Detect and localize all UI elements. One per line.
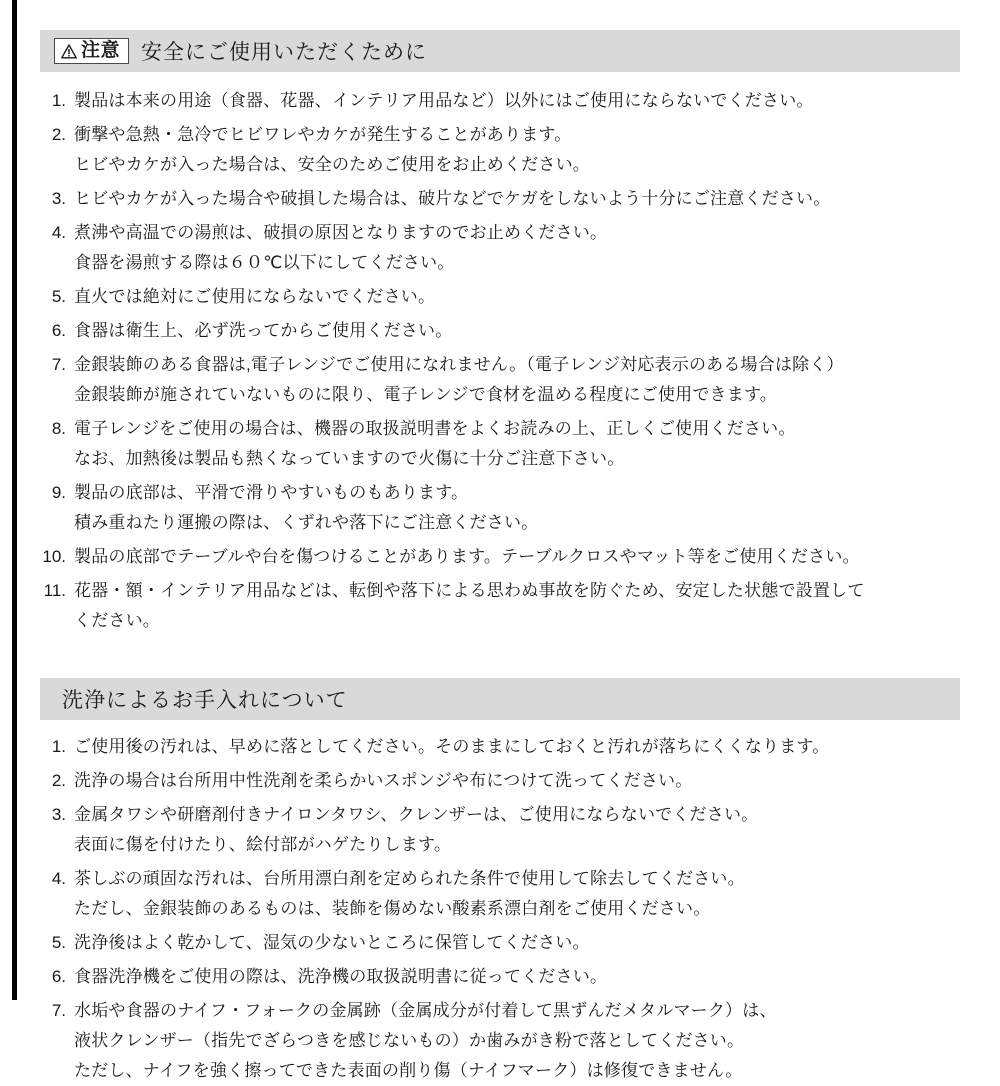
item-number: 6. (51, 967, 66, 986)
item-line: 食器洗浄機をご使用の際は、洗浄機の取扱説明書に従ってください。 (74, 967, 608, 986)
item-body (74, 478, 960, 538)
section-cleaning (40, 678, 960, 1086)
item-line: 表面に傷を付けたり、絵付部がハゲたりします。 (74, 835, 452, 854)
item-line: なお、加熱後は製品も熱くなっていますので火傷に十分ご注意下さい。 (74, 449, 625, 468)
item-body (74, 864, 960, 924)
item-line: ヒビやカケが入った場合は、安全のためご使用をお止めください。 (74, 155, 590, 174)
item-number: 4. (51, 223, 66, 242)
item-body (74, 316, 960, 346)
item-body (74, 962, 960, 992)
item-number: 4. (51, 869, 66, 888)
list-item (40, 732, 960, 762)
item-body (74, 576, 960, 636)
caution-label: 注意 (81, 40, 121, 61)
item-line: 水垢や食器のナイフ・フォークの金属跡（金属成分が付着して黒ずんだメタルマーク）は、 (74, 1001, 777, 1020)
section-safety (40, 30, 960, 636)
item-line: ヒビやカケが入った場合や破損した場合は、破片などでケガをしないよう十分にご注意ください。 (74, 189, 831, 208)
item-number: 1. (51, 91, 66, 110)
list-item (40, 996, 960, 1086)
section-title-safety: 安全にご使用いただくために (141, 41, 428, 64)
warning-triangle-icon (61, 44, 77, 58)
item-line: ください。 (74, 611, 160, 630)
item-line: ただし、ナイフを強く擦ってできた表面の削り傷（ナイフマーク）は修復できません。 (74, 1061, 743, 1080)
item-number: 3. (51, 805, 66, 824)
item-body (74, 928, 960, 958)
item-line: 製品は本来の用途（食器、花器、インテリア用品など）以外にはご使用にならないでください。 (74, 91, 814, 110)
item-body (74, 350, 960, 410)
item-number: 7. (51, 355, 66, 374)
item-line: ただし、金銀装飾のあるものは、装飾を傷めない酸素系漂白剤をご使用ください。 (74, 899, 711, 918)
list-item (40, 86, 960, 116)
page-left-rule (12, 0, 17, 1000)
item-body (74, 542, 960, 572)
item-body (74, 996, 960, 1086)
item-line: 洗浄の場合は台所用中性洗剤を柔らかいスポンジや布につけて洗ってください。 (74, 771, 693, 790)
item-number: 5. (51, 287, 66, 306)
section-spacer (40, 640, 960, 678)
item-number: 10. (42, 547, 66, 566)
list-item (40, 864, 960, 924)
safety-item-list (40, 72, 960, 636)
item-number: 7. (51, 1001, 66, 1020)
list-item (40, 766, 960, 796)
item-line: 食器を湯煎する際は６０℃以下にしてください。 (74, 253, 455, 272)
item-line: 液状クレンザー（指先でざらつきを感じないもの）か歯みがき粉で落としてください。 (74, 1031, 745, 1050)
list-item (40, 218, 960, 278)
list-item (40, 542, 960, 572)
item-number: 11. (43, 581, 66, 600)
item-number: 5. (51, 933, 66, 952)
item-number: 1. (51, 737, 66, 756)
list-item (40, 576, 960, 636)
item-body (74, 86, 960, 116)
list-item (40, 800, 960, 860)
item-line: 衝撃や急熱・急冷でヒビワレやカケが発生することがあります。 (74, 125, 572, 144)
item-body (74, 732, 960, 762)
item-body (74, 120, 960, 180)
section-title-cleaning: 洗浄によるお手入れについて (62, 689, 348, 712)
list-item (40, 282, 960, 312)
list-item (40, 120, 960, 180)
cleaning-item-list (40, 720, 960, 1086)
item-line: ご使用後の汚れは、早めに落としてください。そのままにしておくと汚れが落ちにくくなります。 (74, 737, 830, 756)
item-body (74, 800, 960, 860)
item-line: 金銀装飾が施されていないものに限り、電子レンジで食材を温める程度にご使用できます。 (74, 385, 777, 404)
item-number: 2. (51, 771, 66, 790)
list-item (40, 184, 960, 214)
item-line: 金属タワシや研磨剤付きナイロンタワシ、クレンザーは、ご使用にならないでください。 (74, 805, 759, 824)
caution-badge (54, 38, 129, 64)
item-number: 3. (51, 189, 66, 208)
item-number: 9. (51, 483, 66, 502)
item-number: 6. (51, 321, 66, 340)
item-body (74, 184, 960, 214)
item-line: 茶しぶの頑固な汚れは、台所用漂白剤を定められた条件で使用して除去してください。 (74, 869, 745, 888)
item-number: 2. (51, 125, 66, 144)
section-header-cleaning (40, 678, 960, 720)
item-line: 製品の底部でテーブルや台を傷つけることがあります。テーブルクロスやマット等をご使用ください。 (74, 547, 860, 566)
item-line: 直火では絶対にご使用にならないでください。 (74, 287, 436, 306)
list-item (40, 478, 960, 538)
item-number: 8. (51, 419, 66, 438)
section-header-safety (40, 30, 960, 72)
list-item (40, 316, 960, 346)
item-line: 洗浄後はよく乾かして、湿気の少ないところに保管してください。 (74, 933, 590, 952)
item-line: 食器は衛生上、必ず洗ってからご使用ください。 (74, 321, 453, 340)
list-item (40, 414, 960, 474)
item-line: 金銀装飾のある食器は,電子レンジでご使用になれません。（電子レンジ対応表示のある場合は除く） (74, 355, 844, 374)
item-line: 花器・額・インテリア用品などは、転倒や落下による思わぬ事故を防ぐため、安定した状態で設置して (74, 581, 865, 600)
item-body (74, 414, 960, 474)
item-body (74, 282, 960, 312)
item-body (74, 766, 960, 796)
item-body (74, 218, 960, 278)
item-line: 煮沸や高温での湯煎は、破損の原因となりますのでお止めください。 (74, 223, 608, 242)
list-item (40, 350, 960, 410)
item-line: 積み重ねたり運搬の際は、くずれや落下にご注意ください。 (74, 513, 539, 532)
item-line: 電子レンジをご使用の場合は、機器の取扱説明書をよくお読みの上、正しくご使用ください。 (74, 419, 796, 438)
item-line: 製品の底部は、平滑で滑りやすいものもあります。 (74, 483, 469, 502)
list-item (40, 962, 960, 992)
list-item (40, 928, 960, 958)
